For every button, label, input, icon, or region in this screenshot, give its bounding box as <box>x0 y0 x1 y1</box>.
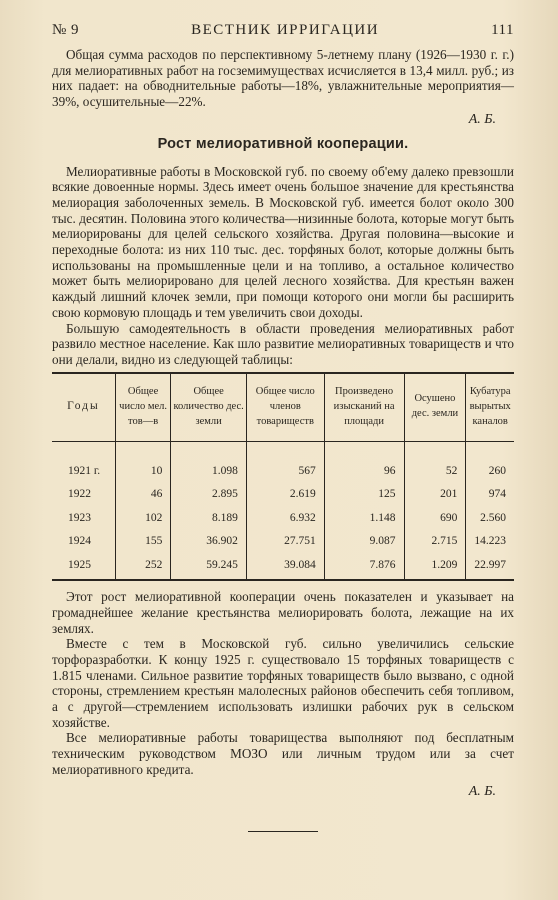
table-row <box>52 483 514 507</box>
paragraph: Все мелиоративные работы товарищества выполняют под бесплатным техническим руководством МОЗО или личным трудом или за счет мелиоративного кредита. <box>52 730 514 777</box>
table-cell: 2.560 <box>466 507 514 531</box>
table-cell: 1.098 <box>171 441 247 483</box>
table-cell: 974 <box>466 483 514 507</box>
table-cell: 39.084 <box>246 554 324 581</box>
table-header-row <box>52 373 514 442</box>
intro-paragraph: Общая сумма расходов по перспективному 5-летнему плану (1926—1930 г. г.) для мелиоративных работ на госземимуществах исчисляется в 13,4 милл. руб.; из них падает: на обводнительные работы—18%, увлажнительные мероприятия—39%, осушительные—22%. <box>52 47 514 110</box>
table-cell: 6.932 <box>246 507 324 531</box>
table-row <box>52 507 514 531</box>
table-cell: 1922 <box>68 488 91 501</box>
paragraph: Большую самодеятельность в области проведения мелиоративных работ развило местное население. Как шло развитие мелиоративных товариществ и что они делали, видно из следующей таблицы: <box>52 320 514 367</box>
table-cell: 52 <box>404 441 466 483</box>
table-row <box>52 441 514 483</box>
table-cell: 1.209 <box>404 554 466 581</box>
column-header: Годы <box>52 373 115 442</box>
column-header: Общее число членов товариществ <box>246 373 324 442</box>
table-cell: 1.148 <box>324 507 404 531</box>
table-cell: 10 <box>115 441 171 483</box>
signature-initials: А. Б. <box>468 111 496 127</box>
signature-initials: А. Б. <box>468 783 496 799</box>
statistics-table <box>52 372 514 582</box>
table-cell: 1925 <box>68 558 91 571</box>
table-row <box>52 530 514 554</box>
column-header: Кубатура вырытых каналов <box>466 373 514 442</box>
table-cell: 2.895 <box>171 483 247 507</box>
table-cell: 1923 <box>68 511 91 524</box>
table-cell: 2.619 <box>246 483 324 507</box>
column-header: Общее число мел. тов—в <box>115 373 171 442</box>
table-cell: 9.087 <box>324 530 404 554</box>
table-cell: 8.189 <box>171 507 247 531</box>
table-cell: 46 <box>115 483 171 507</box>
table-cell: 96 <box>324 441 404 483</box>
running-header <box>52 22 514 39</box>
paragraph: Этот рост мелиоративной кооперации очень показателен и указывает на громаднейшее желание крестьянства мелиорировать болота, лежащие на их землях. <box>52 589 514 636</box>
table-cell: 125 <box>324 483 404 507</box>
column-header: Произведено изысканий на площади <box>324 373 404 442</box>
table-cell: 7.876 <box>324 554 404 581</box>
table-cell: 260 <box>466 441 514 483</box>
column-header: Осушено дес. земли <box>404 373 466 442</box>
table-cell: 36.902 <box>171 530 247 554</box>
end-rule <box>248 831 318 832</box>
table-cell: 102 <box>115 507 171 531</box>
table-cell: 14.223 <box>466 530 514 554</box>
table-cell: 690 <box>404 507 466 531</box>
table-cell: 155 <box>115 530 171 554</box>
table-cell: 2.715 <box>404 530 466 554</box>
table-cell: 252 <box>115 554 171 581</box>
table-cell: 22.997 <box>466 554 514 581</box>
table-cell: 1921 г. <box>68 464 101 477</box>
journal-title: ВЕСТНИК ИРРИГАЦИИ <box>191 22 380 38</box>
issue-number: № 9 <box>52 22 80 38</box>
table-cell: 567 <box>246 441 324 483</box>
article-title: Рост мелиоративной кооперации. <box>157 135 409 152</box>
table-row <box>52 554 514 581</box>
column-header: Общее количество дес. земли <box>171 373 247 442</box>
table-cell: 1924 <box>68 535 91 548</box>
table-cell: 27.751 <box>246 530 324 554</box>
paragraph: Вместе с тем в Московской губ. сильно увеличились сельские торфоразработки. К концу 1925 г. существовало 15 торфяных товариществ с 1.815 членами. Сильное развитие торфяных товариществ было вызвано, с одной стороны, стремлением крестьян малолесных районов обеспечить себя топливом, а с другой—стремлением использовать излишки рабочих рук в сельском хозяйстве. <box>52 636 514 730</box>
paragraph: Мелиоративные работы в Московской губ. по своему об'ему далеко превзошли всякие довоенные нормы. Здесь имеет очень большое значение для крестьянства мелиорация заболоченных земель. В Московской губ. имеется болот около 300 тыс. десятин. Половина этого количества—низинные болота, которые могут быть мелиорированы для целей сельского хозяйства. Другая половина—высокие и переходные болота: из них 110 тыс. дес. торфяных болот, которые должны быть использованы на промышленные цели и на топливо, а остальное количество может быть мелиорировано для целей лесного хозяйства. Для крестьян важен каждый лишний клочек земли, при помощи которого они могли бы расширить свою кормовую площадь и тем увеличить свои доходы. <box>52 163 514 320</box>
table-cell: 59.245 <box>171 554 247 581</box>
table-cell: 201 <box>404 483 466 507</box>
page-number: 111 <box>491 22 514 38</box>
